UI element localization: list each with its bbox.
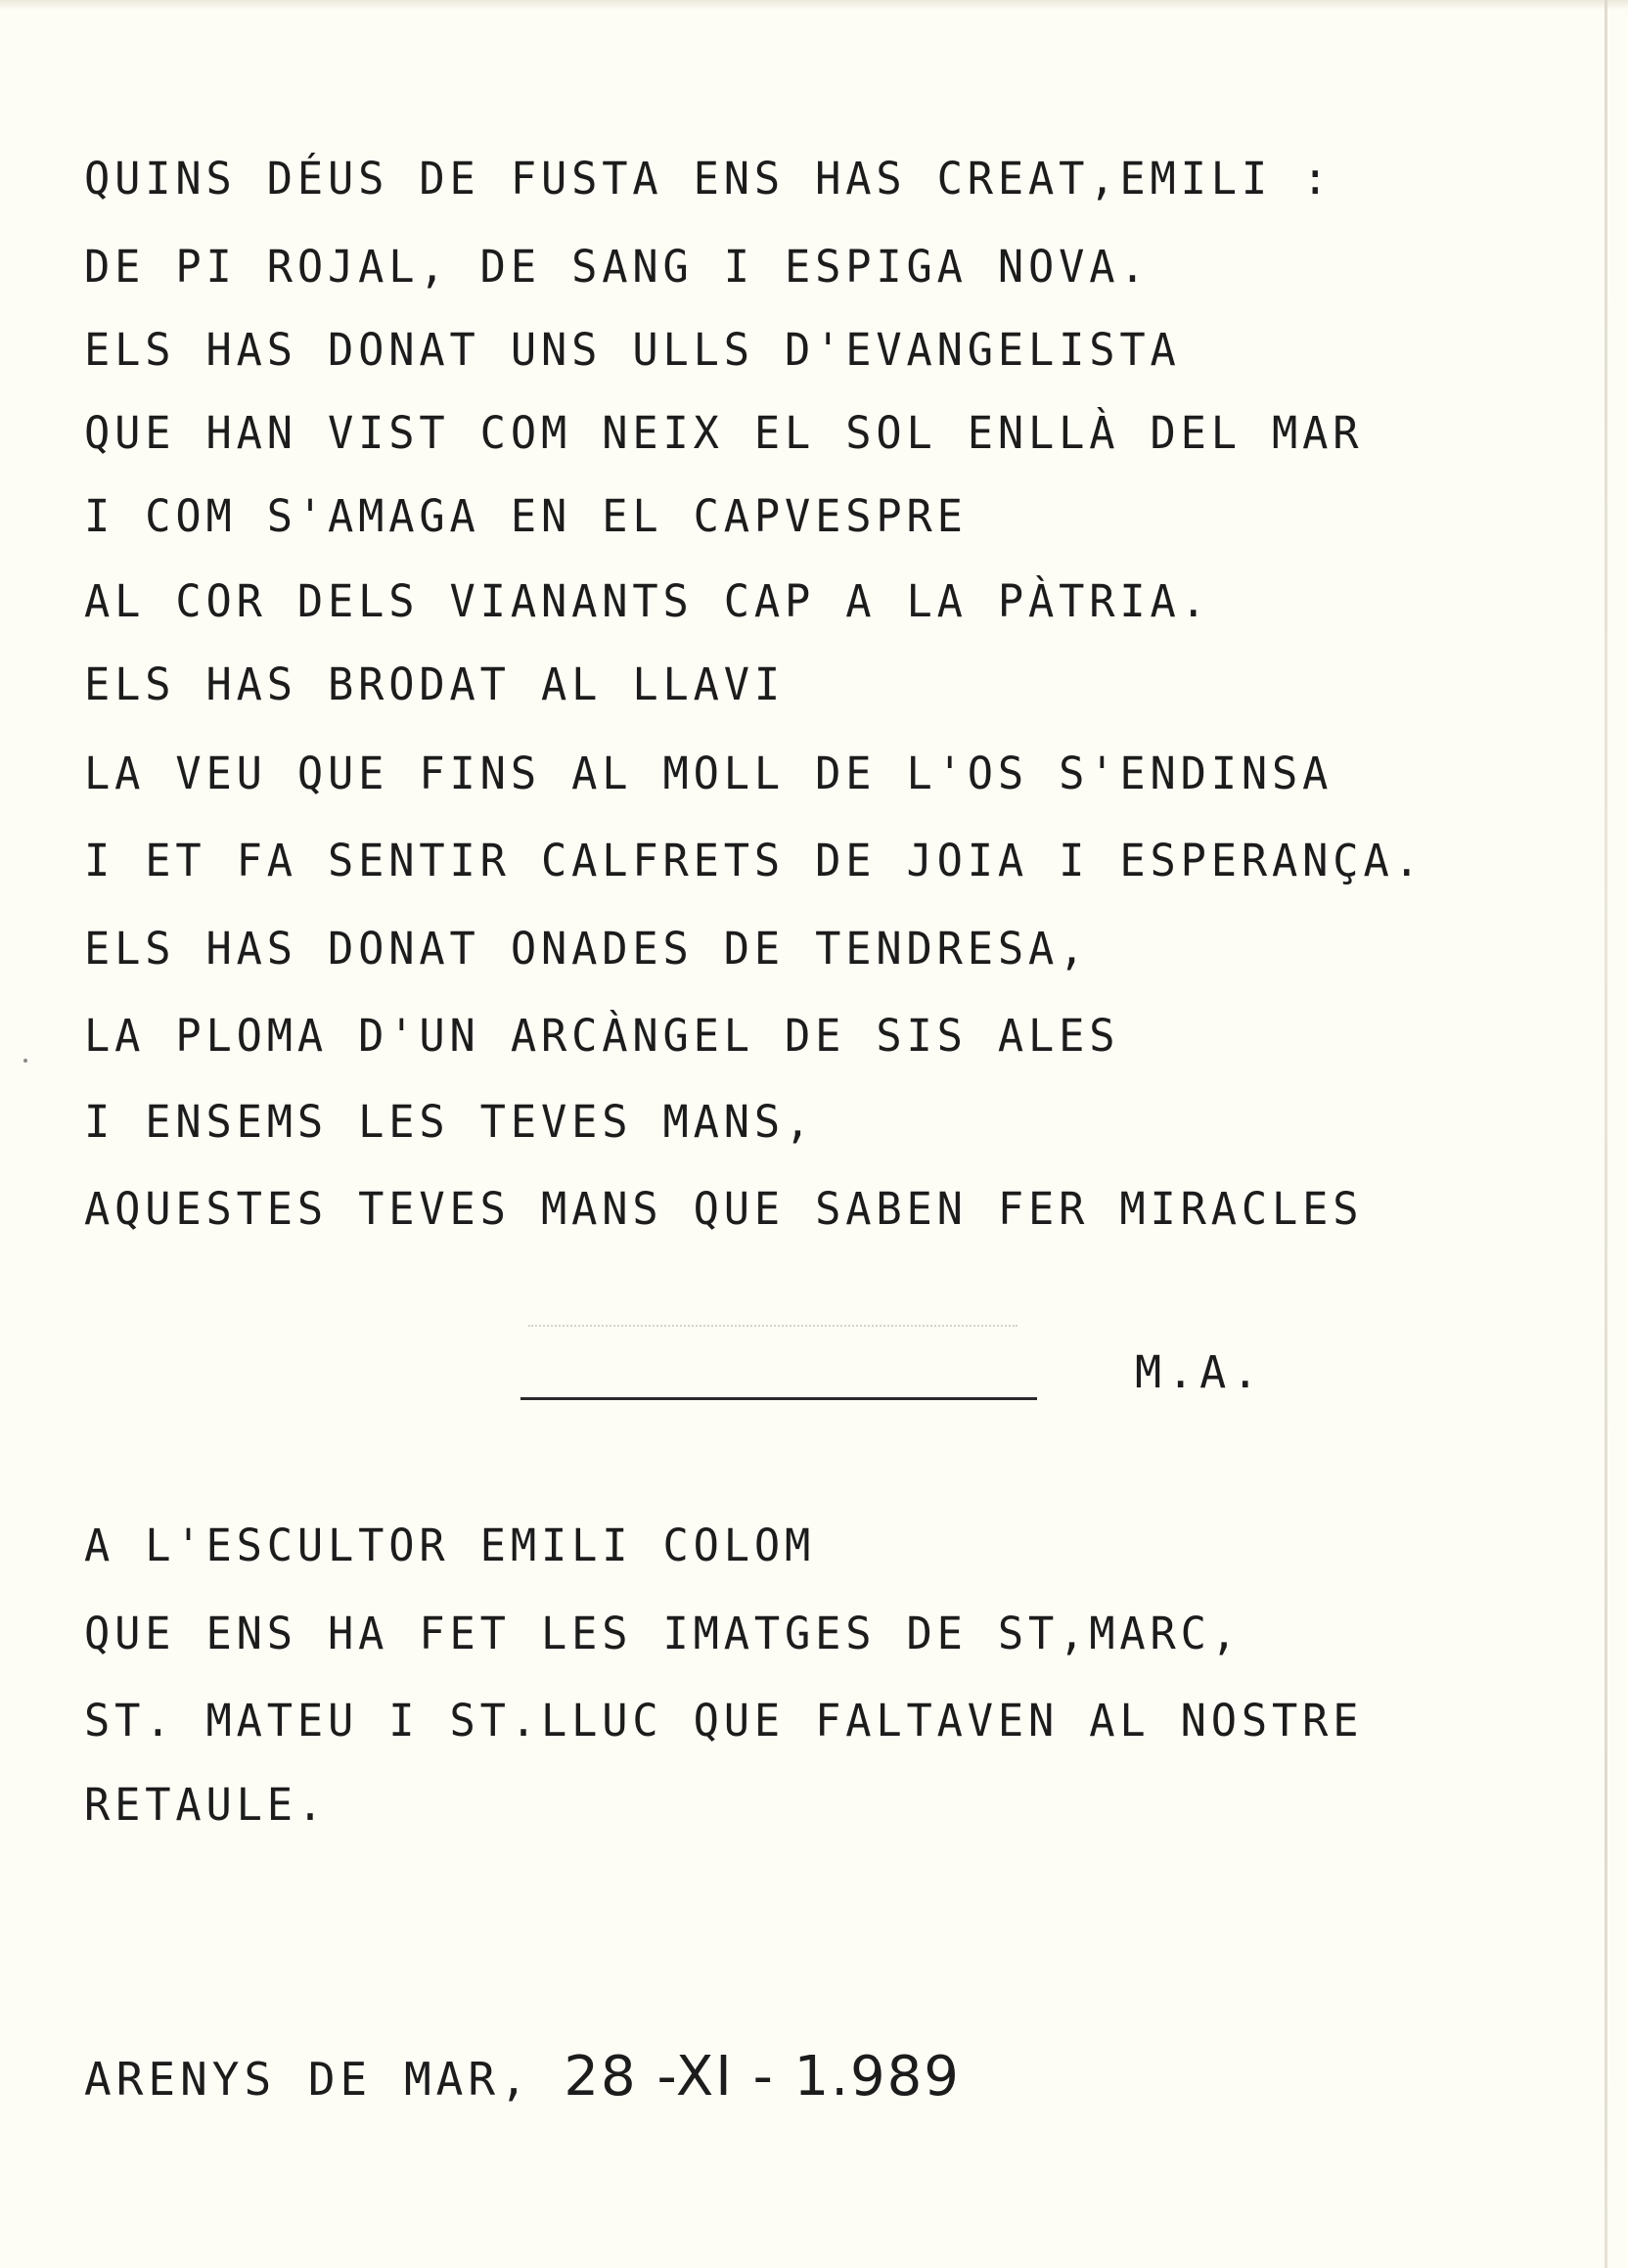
dedication-line: A L'ESCULTOR EMILI COLOM xyxy=(84,1520,816,1571)
poem-line: AL COR DELS VIANANTS CAP A LA PÀTRIA. xyxy=(84,575,1211,627)
poem-line: I ET FA SENTIR CALFRETS DE JOIA I ESPERANÇA. xyxy=(84,835,1424,886)
signature-initials: M.A. xyxy=(1135,1346,1265,1398)
dedication-line: QUE ENS HA FET LES IMATGES DE ST,MARC, xyxy=(84,1608,1242,1659)
poem-line: ELS HAS BRODAT AL LLAVI xyxy=(84,658,785,710)
poem-line: LA VEU QUE FINS AL MOLL DE L'OS S'ENDINSA xyxy=(84,748,1334,799)
place-name: ARENYS DE MAR, xyxy=(84,2053,565,2106)
poem-line: ELS HAS DONAT UNS ULLS D'EVANGELISTA xyxy=(84,324,1181,376)
poem-line: QUE HAN VIST COM NEIX EL SOL ENLLÀ DEL MAR xyxy=(84,407,1364,459)
poem-line: AQUESTES TEVES MANS QUE SABEN FER MIRACLES xyxy=(84,1183,1364,1235)
signature-rule xyxy=(520,1397,1037,1400)
poem-line: ELS HAS DONAT ONADES DE TENDRESA, xyxy=(84,923,1090,975)
faint-dotted-line xyxy=(528,1325,1018,1327)
poem-line: I COM S'AMAGA EN EL CAPVESPRE xyxy=(84,490,968,542)
date-value: 28 -XI - 1.989 xyxy=(564,2045,961,2109)
poem-line: LA PLOMA D'UN ARCÀNGEL DE SIS ALES xyxy=(84,1010,1120,1062)
page-top-edge xyxy=(0,0,1628,10)
poem-line: I ENSEMS LES TEVES MANS, xyxy=(84,1096,816,1148)
dedication-line: RETAULE. xyxy=(84,1779,329,1831)
paper-speck xyxy=(23,1059,27,1063)
page-right-edge xyxy=(1605,0,1607,2268)
dedication-line: ST. MATEU I ST.LLUC QUE FALTAVEN AL NOSTRE xyxy=(84,1695,1364,1746)
place-and-date xyxy=(84,2045,961,2109)
poem-line: DE PI ROJAL, DE SANG I ESPIGA NOVA. xyxy=(84,241,1151,293)
poem-line: QUINS DÉUS DE FUSTA ENS HAS CREAT,EMILI : xyxy=(84,153,1334,204)
